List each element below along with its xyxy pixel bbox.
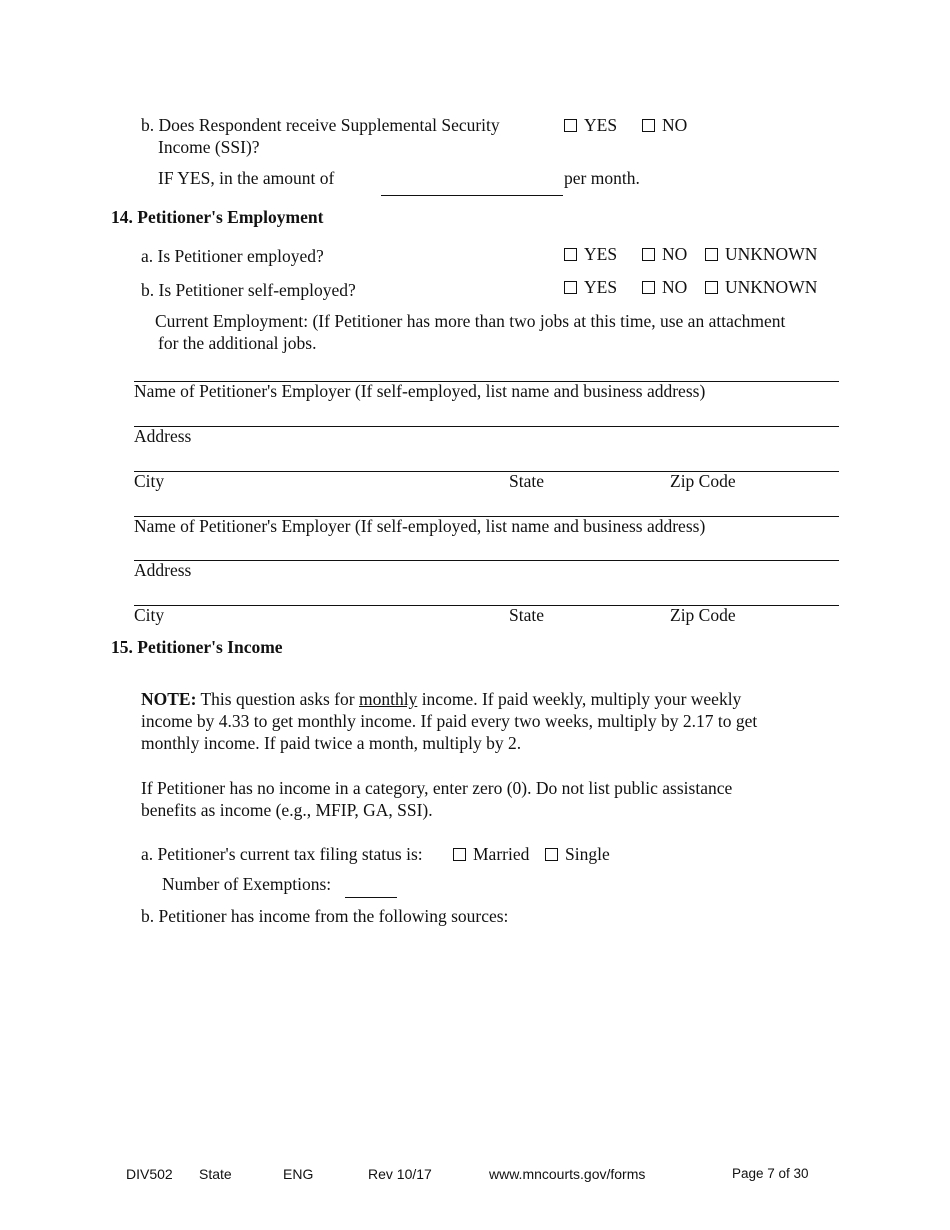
self-employed-no-checkbox[interactable] (642, 281, 655, 294)
filing-single-option[interactable] (545, 843, 610, 865)
self-employed-yes-label: YES (584, 277, 618, 297)
note-label: NOTE: (141, 689, 197, 709)
zero-income-line1: If Petitioner has no income in a category, enter zero (0). Do not list public assistance (141, 778, 733, 798)
employed-unknown-checkbox[interactable] (705, 248, 718, 261)
employed-no-checkbox[interactable] (642, 248, 655, 261)
filing-married-checkbox[interactable] (453, 848, 466, 861)
self-employed-no-option[interactable] (642, 276, 687, 298)
employed-no-option[interactable] (642, 243, 687, 265)
ssi-amount-field[interactable] (381, 167, 563, 196)
employer1-name-label: Name of Petitioner's Employer (If self-employed, list name and business address) (134, 381, 706, 401)
footer-language: ENG (283, 1166, 314, 1182)
employed-unknown-label: UNKNOWN (725, 244, 818, 264)
section-15-heading: 15. Petitioner's Income (111, 637, 283, 657)
ssi-no-option[interactable] (642, 114, 687, 136)
ssi-yes-checkbox[interactable] (564, 119, 577, 132)
ssi-question-line1: b. Does Respondent receive Supplemental Security (141, 115, 500, 135)
employer1-state-label: State (509, 471, 544, 491)
footer-url[interactable]: www.mncourts.gov/forms (489, 1166, 646, 1182)
ssi-question-line2: Income (SSI)? (158, 137, 260, 157)
ssi-per-month-label: per month. (564, 168, 640, 188)
filing-married-label: Married (473, 844, 530, 864)
note-text-pre: This question asks for (196, 689, 359, 709)
employed-yes-label: YES (584, 244, 618, 264)
tax-filing-question: a. Petitioner's current tax filing status is: (141, 844, 423, 864)
employer2-address-line[interactable] (134, 560, 839, 561)
self-employed-yes-checkbox[interactable] (564, 281, 577, 294)
footer-type: State (199, 1166, 232, 1182)
employer2-address-label: Address (134, 560, 192, 580)
employer2-name-label: Name of Petitioner's Employer (If self-employed, list name and business address) (134, 516, 706, 536)
filing-married-option[interactable] (453, 843, 529, 865)
filing-single-label: Single (565, 844, 610, 864)
income-note-line2: income by 4.33 to get monthly income. If paid every two weeks, multiply by 2.17 to get (141, 711, 758, 731)
self-employed-unknown-checkbox[interactable] (705, 281, 718, 294)
employed-no-label: NO (662, 244, 688, 264)
footer-revision: Rev 10/17 (368, 1166, 432, 1182)
employer1-zip-label: Zip Code (670, 471, 736, 491)
employer2-zip-label: Zip Code (670, 605, 736, 625)
current-employment-line1: Current Employment: (If Petitioner has more than two jobs at this time, use an attachment (155, 311, 786, 331)
footer-form-id: DIV502 (126, 1166, 173, 1182)
employed-yes-checkbox[interactable] (564, 248, 577, 261)
income-note-line1 (141, 688, 741, 710)
employer2-city-label: City (134, 605, 165, 625)
self-employed-question: b. Is Petitioner self-employed? (141, 280, 356, 300)
income-sources-question: b. Petitioner has income from the following sources: (141, 906, 509, 926)
employer1-address-label: Address (134, 426, 192, 446)
current-employment-line2: for the additional jobs. (158, 333, 317, 353)
employer2-state-label: State (509, 605, 544, 625)
section-14-heading: 14. Petitioner's Employment (111, 207, 324, 227)
note-monthly-emphasis: monthly (358, 689, 418, 709)
filing-single-checkbox[interactable] (545, 848, 558, 861)
ssi-no-label: NO (662, 115, 688, 135)
zero-income-line2: benefits as income (e.g., MFIP, GA, SSI). (141, 800, 433, 820)
ssi-yes-label: YES (584, 115, 618, 135)
self-employed-unknown-label: UNKNOWN (725, 277, 818, 297)
self-employed-yes-option[interactable] (564, 276, 617, 298)
exemptions-label: Number of Exemptions: (162, 874, 332, 894)
ssi-no-checkbox[interactable] (642, 119, 655, 132)
ssi-amount-label: IF YES, in the amount of (158, 168, 335, 188)
employed-question: a. Is Petitioner employed? (141, 246, 324, 266)
note-text-post: income. If paid weekly, multiply your weekly (417, 689, 742, 709)
exemptions-field[interactable] (345, 873, 397, 898)
employer1-city-label: City (134, 471, 165, 491)
employed-yes-option[interactable] (564, 243, 617, 265)
employed-unknown-option[interactable] (705, 243, 817, 265)
self-employed-unknown-option[interactable] (705, 276, 817, 298)
self-employed-no-label: NO (662, 277, 688, 297)
employer1-address-line[interactable] (134, 426, 839, 427)
footer-page-number: Page 7 of 30 (732, 1166, 809, 1181)
ssi-yes-option[interactable] (564, 114, 617, 136)
income-note-line3: monthly income. If paid twice a month, multiply by 2. (141, 733, 522, 753)
